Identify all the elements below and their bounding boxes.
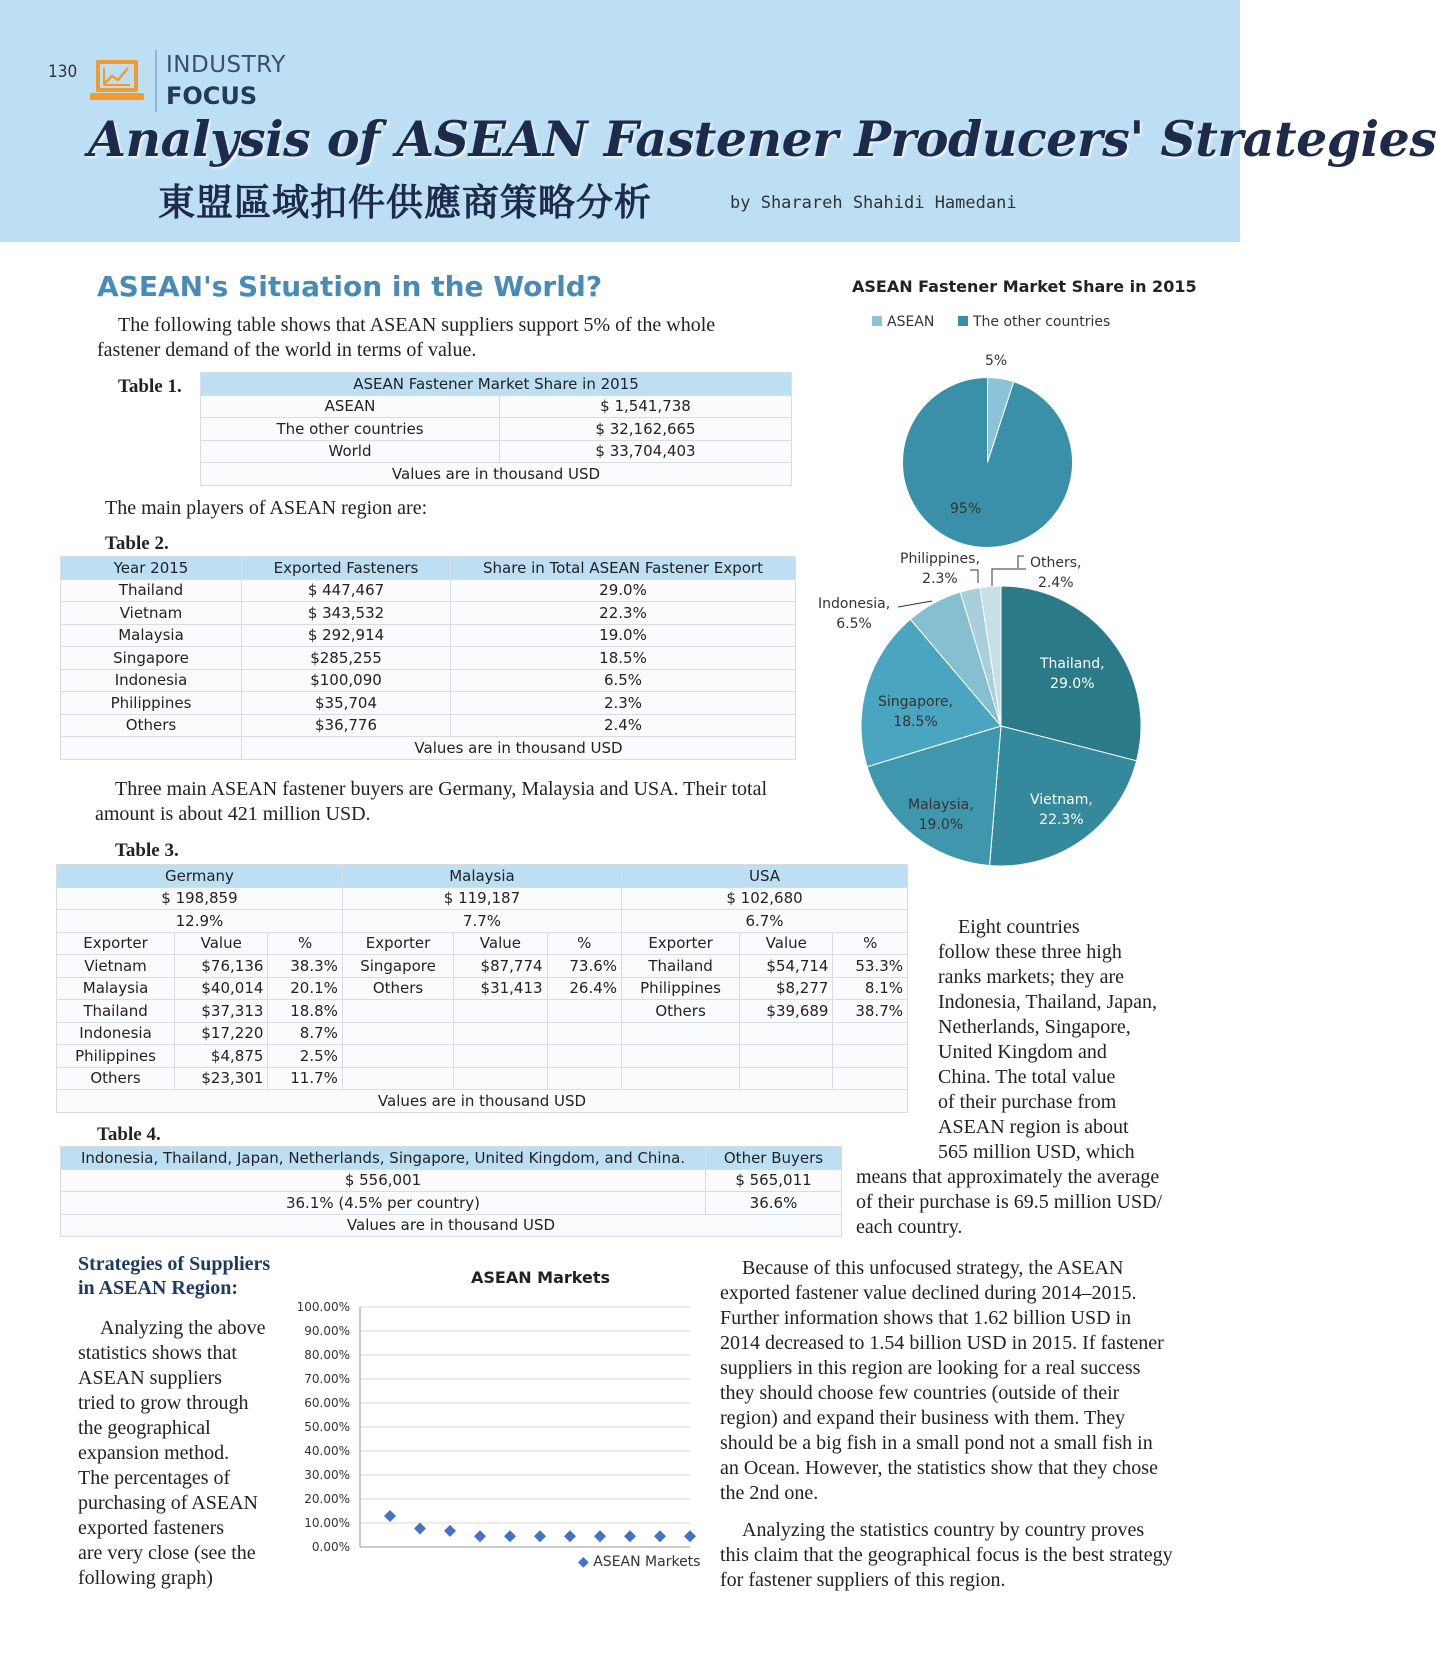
- slice-value: 22.3%: [1039, 812, 1084, 828]
- right-text-line: for fastener suppliers of this region.: [720, 1569, 1006, 1591]
- pie2-label-malaysia: Malaysia, 19.0%: [908, 797, 974, 833]
- table-cell: Philippines: [57, 1045, 175, 1068]
- pie2-label-vietnam: Vietnam, 22.3%: [1030, 792, 1093, 828]
- main-players-text: The main players of ASEAN region are:: [105, 497, 428, 519]
- table-note: Values are in thousand USD: [57, 1090, 908, 1113]
- table-subheader: Exporter: [57, 932, 175, 955]
- right-text-line: they should choose few countries (outside of their: [720, 1382, 1120, 1404]
- table-cell: $ 119,187: [342, 887, 621, 910]
- table-cell: 18.5%: [451, 647, 796, 670]
- side-text-line: ASEAN region is about: [938, 1116, 1129, 1138]
- side-text-line: each country.: [856, 1216, 963, 1238]
- table-header: Other Buyers: [706, 1147, 842, 1170]
- article-title: Analysis of ASEAN Fastener Producers' Strategies: [88, 110, 1436, 168]
- table-cell: $ 447,467: [242, 579, 451, 602]
- table3-label: Table 3.: [115, 840, 179, 861]
- table-cell: 8.1%: [833, 977, 908, 1000]
- table-cell: 8.7%: [268, 1022, 342, 1045]
- scatter-point: [684, 1530, 696, 1542]
- pie2-label-thailand: Thailand, 29.0%: [1040, 656, 1105, 692]
- table-cell: $40,014: [175, 977, 268, 1000]
- table-cell: Others: [342, 977, 453, 1000]
- strategies-text-line: expansion method.: [78, 1442, 230, 1464]
- table-cell: $ 32,162,665: [500, 418, 792, 441]
- table-cell: $39,689: [740, 1000, 833, 1023]
- table-cell: 38.7%: [833, 1000, 908, 1023]
- strategies-text-line: Analyzing the above: [100, 1317, 266, 1339]
- table-cell: $37,313: [175, 1000, 268, 1023]
- table1-label: Table 1.: [118, 376, 182, 397]
- y-tick-label: 80.00%: [304, 1348, 350, 1362]
- table-cell: 36.1% (4.5% per country): [61, 1192, 706, 1215]
- scatter-point: [384, 1510, 396, 1522]
- pie2-label-singapore: Singapore, 18.5%: [878, 694, 954, 730]
- side-text-line: China. The total value: [938, 1066, 1116, 1088]
- table-cell: 18.8%: [268, 1000, 342, 1023]
- scatter-chart-asean-markets: [280, 1295, 700, 1580]
- y-tick-label: 0.00%: [311, 1540, 350, 1554]
- intro-paragraph-line1: The following table shows that ASEAN suppliers support 5% of the whole: [118, 314, 716, 336]
- section-kicker-industry: INDUSTRY: [166, 52, 286, 78]
- side-text-line: Indonesia, Thailand, Japan,: [938, 991, 1158, 1013]
- pie1-label-asean: 5%: [985, 353, 1008, 369]
- side-text-line: Netherlands, Singapore,: [938, 1016, 1131, 1038]
- slice-name: Indonesia: [818, 596, 886, 612]
- slice-name: Malaysia: [908, 797, 970, 813]
- strategies-text-line: following graph): [78, 1567, 213, 1589]
- table-cell: Singapore: [61, 647, 242, 670]
- table-cell: 38.3%: [268, 955, 342, 978]
- buyers-paragraph-line1: Three main ASEAN fastener buyers are Germany, Malaysia and USA. Their total: [115, 778, 768, 800]
- scatter-point: [534, 1530, 546, 1542]
- scatter-point: [654, 1530, 666, 1542]
- table-cell: Thailand: [61, 579, 242, 602]
- strategies-text-line: purchasing of ASEAN: [78, 1492, 258, 1514]
- slice-value: 29.0%: [1050, 676, 1095, 692]
- right-text-line: region) and expand their business with them. They: [720, 1407, 1126, 1429]
- byline: by Sharareh Shahidi Hamedani: [730, 193, 1017, 213]
- side-text-line: 565 million USD, which: [938, 1141, 1135, 1163]
- callout-line-indonesia: [898, 601, 932, 607]
- table-subheader: Value: [175, 932, 268, 955]
- right-text-line: Because of this unfocused strategy, the ASEAN: [742, 1257, 1124, 1279]
- table-cell: Others: [57, 1067, 175, 1090]
- article-title-chinese: 東盟區域扣件供應商策略分析: [158, 180, 652, 224]
- table-subheader: %: [268, 932, 342, 955]
- y-tick-label: 70.00%: [304, 1372, 350, 1386]
- table-cell: Singapore: [342, 955, 453, 978]
- table-cell: $23,301: [175, 1067, 268, 1090]
- y-tick-label: 100.00%: [296, 1300, 350, 1314]
- table-cell: Vietnam: [57, 955, 175, 978]
- slice-name: Thailand: [1040, 656, 1101, 672]
- table-cell: Malaysia: [61, 624, 242, 647]
- scatter-point: [474, 1530, 486, 1542]
- side-text-line: ranks markets; they are: [938, 966, 1125, 988]
- intro-paragraph-line2: fastener demand of the world in terms of value.: [97, 339, 477, 361]
- table-note: Values are in thousand USD: [201, 463, 792, 486]
- slice-name: Philippines: [900, 551, 976, 567]
- table-subheader: Exporter: [622, 932, 740, 955]
- table-cell: 7.7%: [342, 910, 621, 933]
- y-tick-label: 30.00%: [304, 1468, 350, 1482]
- right-text-line: 2014 decreased to 1.54 billion USD in 2015. If fastener: [720, 1332, 1164, 1354]
- table-cell: $ 198,859: [57, 887, 343, 910]
- table-subheader: Value: [454, 932, 547, 955]
- right-text-line: an Ocean. However, the statistics show that they chose: [720, 1457, 1158, 1479]
- y-tick-label: 90.00%: [304, 1324, 350, 1338]
- table-cell: $35,704: [242, 692, 451, 715]
- buyers-paragraph-line2: amount is about 421 million USD.: [95, 803, 371, 825]
- y-tick-label: 20.00%: [304, 1492, 350, 1506]
- callout-line-others: [992, 569, 1026, 586]
- section-kicker-focus: FOCUS: [166, 82, 258, 110]
- table-cell: 20.1%: [268, 977, 342, 1000]
- table-note: Values are in thousand USD: [242, 737, 796, 760]
- table-cell: $76,136: [175, 955, 268, 978]
- table-cell: $ 33,704,403: [500, 440, 792, 463]
- pie1-legend-asean: ASEAN: [872, 312, 934, 332]
- pie2-label-indonesia: Indonesia, 6.5%: [818, 596, 891, 632]
- table-cell: Philippines: [61, 692, 242, 715]
- table-cell: $285,255: [242, 647, 451, 670]
- table-cell: ASEAN: [201, 395, 500, 418]
- table-cell: $31,413: [454, 977, 547, 1000]
- strategies-heading-line1: Strategies of Suppliers: [78, 1253, 271, 1275]
- side-text-line: follow these three high: [938, 941, 1122, 963]
- table-cell: $87,774: [454, 955, 547, 978]
- table-cell: 2.3%: [451, 692, 796, 715]
- table-cell: 36.6%: [706, 1192, 842, 1215]
- table-cell: 11.7%: [268, 1067, 342, 1090]
- table-cell: Philippines: [622, 977, 740, 1000]
- strategies-text-line: ASEAN suppliers: [78, 1367, 222, 1389]
- strategies-heading-line2: in ASEAN Region:: [78, 1277, 239, 1299]
- table-cell: 2.5%: [268, 1045, 342, 1068]
- scatter-point: [414, 1523, 426, 1535]
- slice-name: Singapore: [878, 694, 949, 710]
- table-cell: $ 102,680: [622, 887, 908, 910]
- table-cell: $ 343,532: [242, 602, 451, 625]
- y-tick-label: 60.00%: [304, 1396, 350, 1410]
- table4-label: Table 4.: [97, 1124, 161, 1145]
- table-cell: 2.4%: [451, 714, 796, 737]
- scatter-point: [564, 1530, 576, 1542]
- table-cell: 6.5%: [451, 669, 796, 692]
- table-cell: 6.7%: [622, 910, 908, 933]
- table-cell: 22.3%: [451, 602, 796, 625]
- pie2-label-philippines: Philippines, 2.3%: [900, 551, 980, 587]
- table-cell: 19.0%: [451, 624, 796, 647]
- table-cell: $54,714: [740, 955, 833, 978]
- table-cell: 12.9%: [57, 910, 343, 933]
- right-text-line: Further information shows that 1.62 billion USD in: [720, 1307, 1132, 1329]
- slice-name: Others: [1030, 555, 1078, 571]
- table-cell: Malaysia: [57, 977, 175, 1000]
- y-tick-label: 40.00%: [304, 1444, 350, 1458]
- pie1-label-other: 95%: [950, 501, 982, 517]
- table-subheader: Exporter: [342, 932, 453, 955]
- section-heading: ASEAN's Situation in the World?: [97, 270, 603, 303]
- table-cell: The other countries: [201, 418, 500, 441]
- side-text-line: United Kingdom and: [938, 1041, 1107, 1063]
- right-text-line: Analyzing the statistics country by country proves: [742, 1519, 1145, 1541]
- slice-value: 2.4%: [1037, 575, 1074, 591]
- table-subheader: %: [833, 932, 908, 955]
- table-cell: Thailand: [57, 1000, 175, 1023]
- slice-value: 18.5%: [893, 714, 938, 730]
- table3-group-usa: USA: [622, 865, 908, 888]
- side-text-line: means that approximately the average: [856, 1166, 1160, 1188]
- table1-title: ASEAN Fastener Market Share in 2015: [201, 373, 792, 396]
- table-cell: Others: [61, 714, 242, 737]
- table-cell: $4,875: [175, 1045, 268, 1068]
- table-header: Exported Fasteners: [242, 557, 451, 580]
- table-cell: Vietnam: [61, 602, 242, 625]
- scatter-legend: ◆ ASEAN Markets: [578, 1554, 701, 1570]
- table-cell: Others: [622, 1000, 740, 1023]
- diamond-icon: ◆: [578, 1554, 589, 1570]
- table-cell: Indonesia: [61, 669, 242, 692]
- table-cell: 26.4%: [547, 977, 621, 1000]
- y-tick-label: 50.00%: [304, 1420, 350, 1434]
- right-text-line: suppliers in this region are looking for a real success: [720, 1357, 1141, 1379]
- strategies-text-line: exported fasteners: [78, 1517, 225, 1539]
- table-cell: $ 292,914: [242, 624, 451, 647]
- table-note: Values are in thousand USD: [61, 1214, 842, 1237]
- table-cell: Indonesia: [57, 1022, 175, 1045]
- pie2-label-others: Others, 2.4%: [1030, 555, 1082, 591]
- scatter-title: ASEAN Markets: [471, 1268, 611, 1287]
- side-text-line: of their purchase from: [938, 1091, 1117, 1113]
- table-header: Indonesia, Thailand, Japan, Netherlands, Singapore, United Kingdom, and China.: [61, 1147, 706, 1170]
- table-header: Share in Total ASEAN Fastener Export: [451, 557, 796, 580]
- table-cell: 29.0%: [451, 579, 796, 602]
- table-cell: $ 565,011: [706, 1169, 842, 1192]
- table-cell: $ 1,541,738: [500, 395, 792, 418]
- side-text-line: Eight countries: [958, 916, 1080, 938]
- table-cell: $ 556,001: [61, 1169, 706, 1192]
- slice-value: 19.0%: [918, 817, 964, 833]
- strategies-text-line: The percentages of: [78, 1467, 231, 1489]
- table-cell: Thailand: [622, 955, 740, 978]
- slice-value: 6.5%: [836, 616, 872, 632]
- table-cell: $8,277: [740, 977, 833, 1000]
- y-tick-label: 10.00%: [304, 1516, 350, 1530]
- strategies-text-line: are very close (see the: [78, 1542, 256, 1564]
- scatter-point: [594, 1530, 606, 1542]
- table3-group-germany: Germany: [57, 865, 343, 888]
- slice-value: 2.3%: [922, 571, 958, 587]
- table-cell: World: [201, 440, 500, 463]
- right-text-line: the 2nd one.: [720, 1482, 819, 1504]
- table3-group-malaysia: Malaysia: [342, 865, 621, 888]
- table-cell: 73.6%: [547, 955, 621, 978]
- strategies-text-line: statistics shows that: [78, 1342, 237, 1364]
- right-text-line: should be a big fish in a small pond not a small fish in: [720, 1432, 1153, 1454]
- side-text-line: of their purchase is 69.5 million USD/: [856, 1191, 1163, 1213]
- scatter-point: [504, 1530, 516, 1542]
- table-header: Year 2015: [61, 557, 242, 580]
- table-cell: 53.3%: [833, 955, 908, 978]
- table2-label: Table 2.: [105, 533, 169, 554]
- table-subheader: %: [547, 932, 621, 955]
- strategies-text-line: the geographical: [78, 1417, 211, 1439]
- slice-name: Vietnam: [1030, 792, 1089, 808]
- table-subheader: Value: [740, 932, 833, 955]
- table-cell: $17,220: [175, 1022, 268, 1045]
- pie1-legend-other: The other countries: [958, 312, 1110, 332]
- scatter-point: [624, 1530, 636, 1542]
- pie1-title: ASEAN Fastener Market Share in 2015: [852, 277, 1197, 296]
- table-cell: $100,090: [242, 669, 451, 692]
- strategies-heading: [78, 1252, 270, 1300]
- scatter-point: [444, 1525, 456, 1537]
- right-text-line: exported fastener value declined during 2014–2015.: [720, 1282, 1137, 1304]
- table-cell: $36,776: [242, 714, 451, 737]
- strategies-text-line: tried to grow through: [78, 1392, 249, 1414]
- right-text-line: this claim that the geographical focus is the best strategy: [720, 1544, 1173, 1566]
- page-number: 130: [48, 62, 78, 82]
